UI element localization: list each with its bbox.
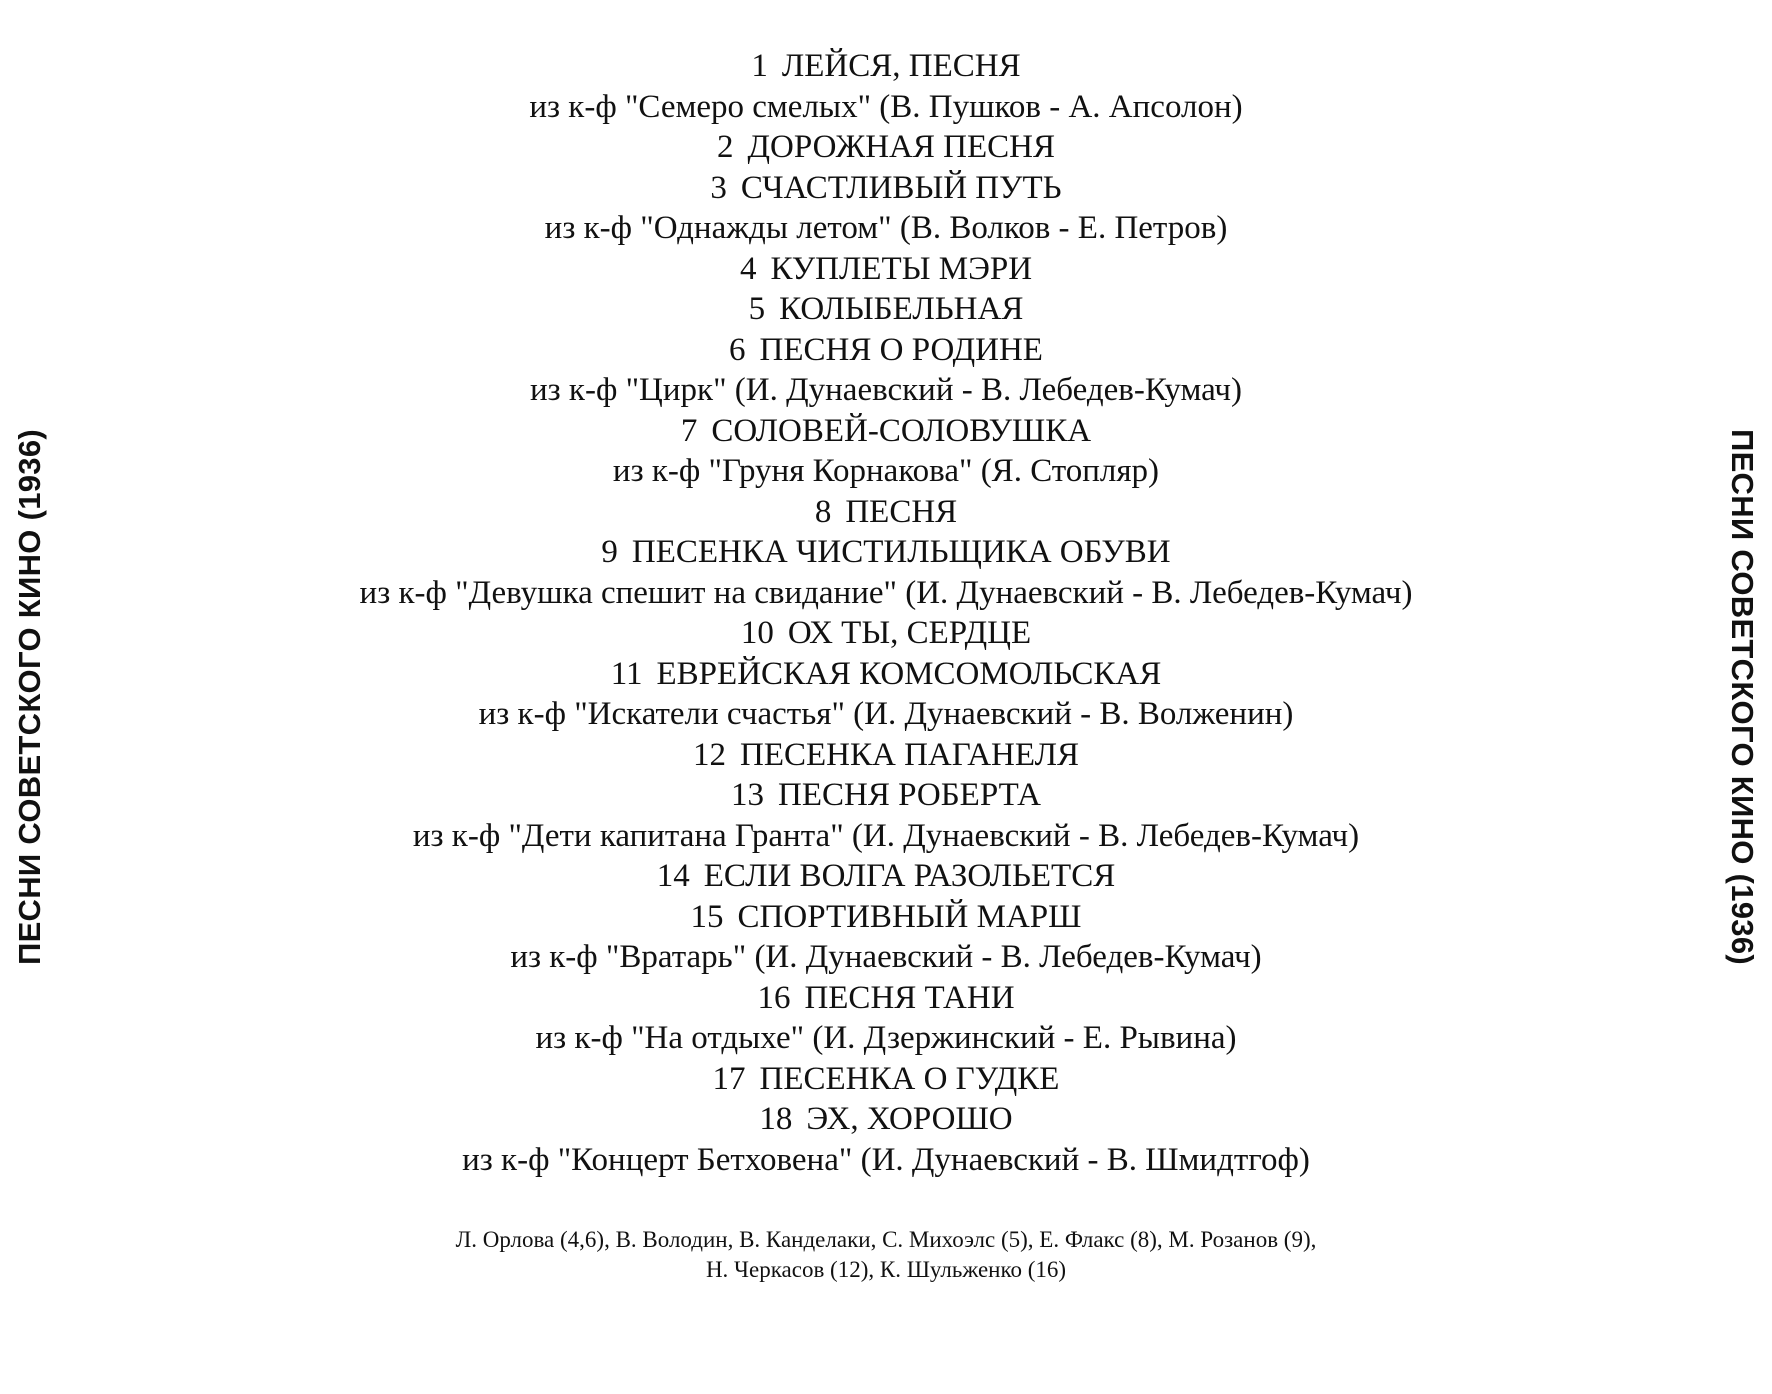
track-title: СОЛОВЕЙ-СОЛОВУШКА <box>711 412 1092 449</box>
track-title: ПЕСЕНКА ПАГАНЕЛЯ <box>739 736 1079 773</box>
track-title: ЭХ, ХОРОШО <box>806 1101 1013 1137</box>
track-number: 15 <box>690 898 724 935</box>
track-line <box>200 613 1572 654</box>
track-number: 12 <box>692 736 726 773</box>
track-line <box>200 46 1572 87</box>
track-line <box>200 897 1572 938</box>
film-source-line: из к-ф "Дети капитана Гранта" (И. Дунаевский - В. Лебедев-Кумач) <box>412 817 1360 854</box>
film-source-line: из к-ф "Девушка спешит на свидание" (И. Дунаевский - В. Лебедев-Кумач) <box>359 574 1413 611</box>
track-title: КУПЛЕТЫ МЭРИ <box>770 250 1033 287</box>
track-number: 6 <box>729 331 746 368</box>
track-line <box>200 856 1572 897</box>
track-line <box>200 775 1572 816</box>
track-number: 3 <box>710 169 727 206</box>
track-line <box>200 330 1572 371</box>
track-number: 9 <box>601 534 618 570</box>
track-line <box>200 1099 1572 1140</box>
track-title: СЧАСТЛИВЫЙ ПУТЬ <box>740 169 1062 206</box>
track-line <box>200 654 1572 695</box>
track-title: СПОРТИВНЫЙ МАРШ <box>737 898 1082 935</box>
track-title: ПЕСНЯ <box>845 493 958 530</box>
film-source-line: из к-ф "Однажды летом" (В. Волков - Е. Петров) <box>544 210 1228 246</box>
track-line <box>200 249 1572 290</box>
spine-right <box>1712 0 1772 1394</box>
track-number: 2 <box>717 129 734 165</box>
spine-title-left: ПЕСНИ СОВЕТСКОГО КИНО (1936) <box>12 429 47 965</box>
track-line <box>200 289 1572 330</box>
film-source-line: из к-ф "Вратарь" (И. Дунаевский - В. Лебедев-Кумач) <box>510 939 1262 975</box>
track-title: ЕСЛИ ВОЛГА РАЗОЛЬЕТСЯ <box>703 858 1116 894</box>
track-line <box>200 532 1572 573</box>
track-line <box>200 411 1572 452</box>
credits-line: Н. Черкасов (12), К. Шульженко (16) <box>705 1257 1067 1282</box>
credits-line: Л. Орлова (4,6), В. Володин, В. Канделаки, С. Михоэлс (5), Е. Флакс (8), М. Розанов (9), <box>455 1227 1317 1252</box>
film-source-line: из к-ф "Искатели счастья" (И. Дунаевский - В. Волженин) <box>478 696 1294 732</box>
track-title: ПЕСНЯ О РОДИНЕ <box>759 331 1043 368</box>
track-line <box>200 168 1572 209</box>
track-title: ЛЕЙСЯ, ПЕСНЯ <box>781 48 1021 84</box>
track-number: 7 <box>680 412 698 449</box>
film-source-line: из к-ф "Груня Корнакова" (Я. Стопляр) <box>612 453 1160 489</box>
track-line <box>200 492 1572 533</box>
track-title: КОЛЫБЕЛЬНАЯ <box>779 291 1024 327</box>
track-number: 17 <box>712 1060 746 1097</box>
track-title: ПЕСНЯ ТАНИ <box>804 979 1015 1016</box>
track-line <box>200 1059 1572 1100</box>
track-number: 18 <box>759 1101 793 1137</box>
film-source-line: из к-ф "На отдыхе" (И. Дзержинский - Е. Рывина) <box>535 1020 1237 1056</box>
track-number: 13 <box>731 777 765 813</box>
track-title: ЕВРЕЙСКАЯ КОМСОМОЛЬСКАЯ <box>656 655 1162 692</box>
track-line <box>200 127 1572 168</box>
track-number: 11 <box>610 655 643 692</box>
track-line <box>200 978 1572 1019</box>
track-number: 14 <box>656 858 690 894</box>
track-title: ПЕСНЯ РОБЕРТА <box>778 777 1041 813</box>
track-line <box>200 735 1572 776</box>
tracklist <box>200 46 1572 1180</box>
track-number: 5 <box>748 291 766 327</box>
track-title: ДОРОЖНАЯ ПЕСНЯ <box>747 129 1055 165</box>
track-number: 16 <box>757 979 791 1016</box>
film-source-line: из к-ф "Концерт Бетховена" (И. Дунаевский - В. Шмидтгоф) <box>462 1141 1310 1178</box>
spine-title-right: ПЕСНИ СОВЕТСКОГО КИНО (1936) <box>1725 429 1760 965</box>
track-number: 10 <box>740 615 774 651</box>
film-source-line: из к-ф "Цирк" (И. Дунаевский - В. Лебедев-Кумач) <box>529 372 1243 408</box>
spine-left <box>0 0 60 1394</box>
track-title: ОХ ТЫ, СЕРДЦЕ <box>787 615 1032 651</box>
track-title: ПЕСЕНКА О ГУДКЕ <box>759 1060 1060 1097</box>
film-source-line: из к-ф "Семеро смелых" (В. Пушков - А. Апсолон) <box>529 88 1243 125</box>
track-number: 4 <box>739 250 757 287</box>
performer-credits <box>200 1225 1572 1285</box>
track-title: ПЕСЕНКА ЧИСТИЛЬЩИКА ОБУВИ <box>631 534 1171 570</box>
track-number: 1 <box>751 48 768 84</box>
track-number: 8 <box>814 493 832 530</box>
